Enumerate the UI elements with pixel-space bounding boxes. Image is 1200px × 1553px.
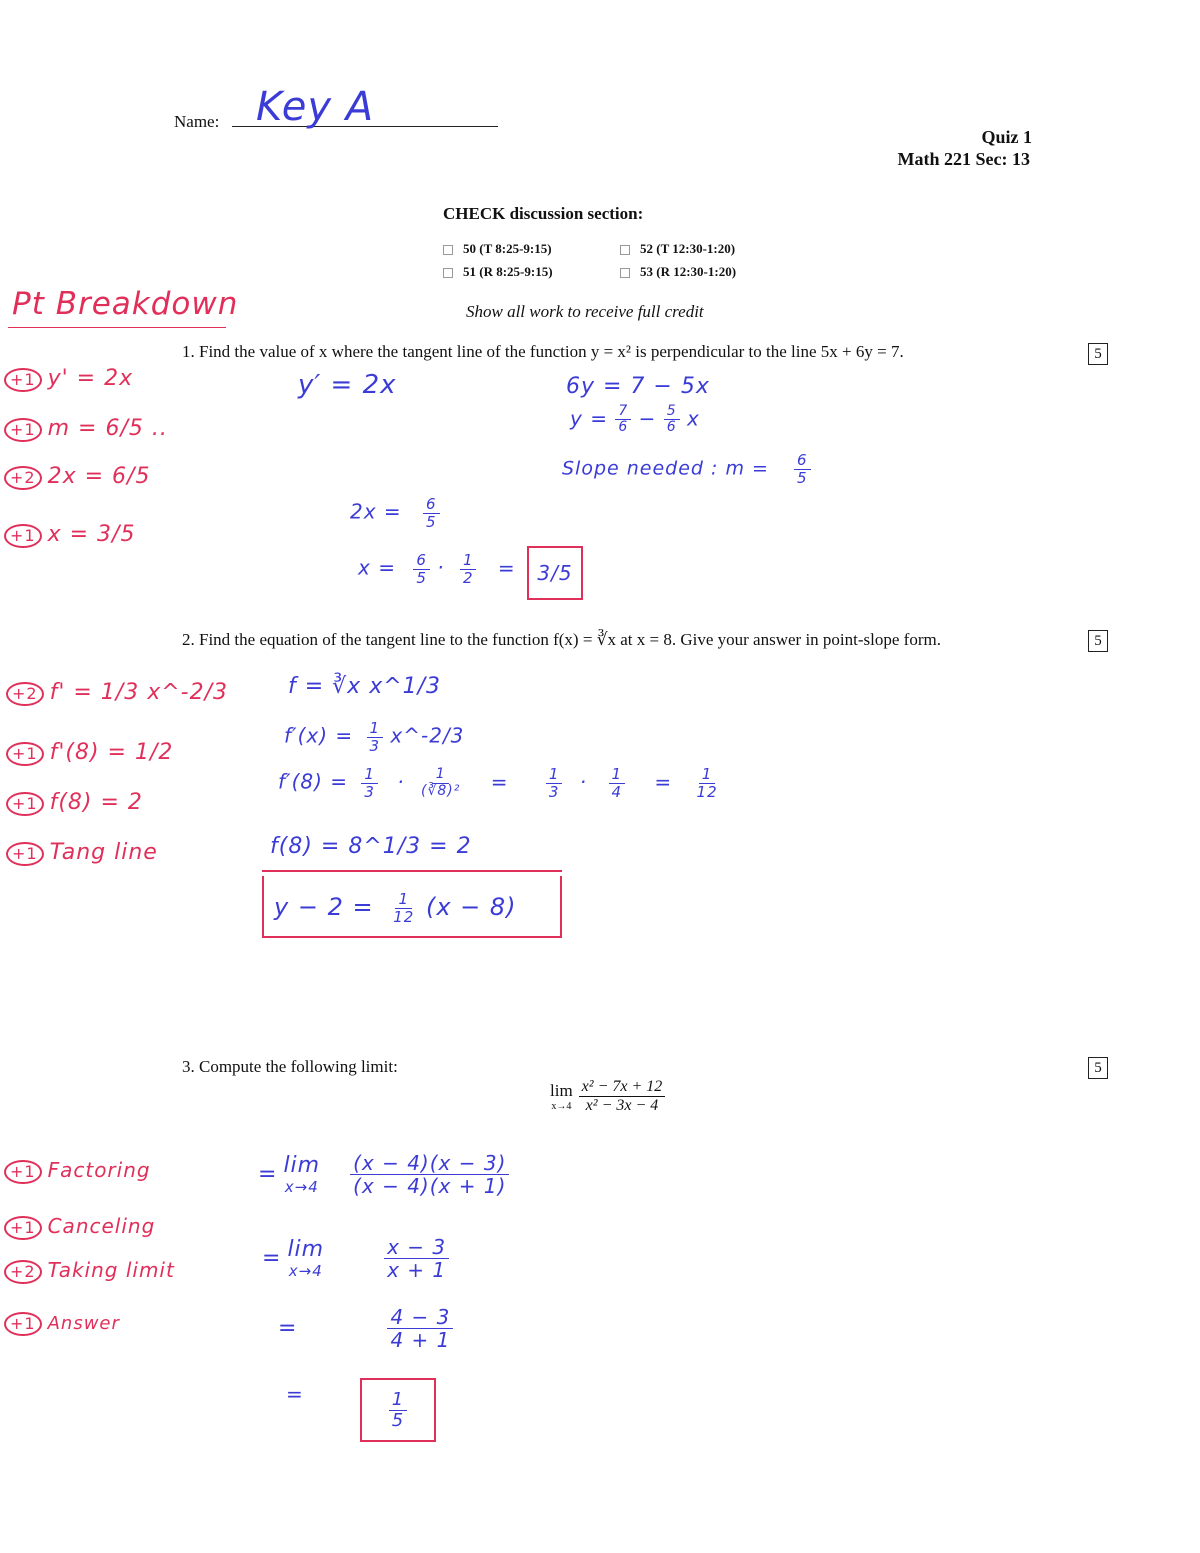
breakdown-q2-item: +1 f(8) = 2: [6, 790, 143, 816]
breakdown-q1-item: +1 m = 6/5 ..: [4, 416, 168, 442]
discussion-option-52[interactable]: 52 (T 12:30-1:20): [620, 241, 735, 257]
q3-step1: = lim x→4 $\frac{(x - 4)(x - 3)}{(x - 4)(x + 1)}$: [258, 1152, 509, 1197]
breakdown-q3-item: +1 Canceling: [4, 1214, 155, 1240]
discussion-option-53[interactable]: 53 (R 12:30-1:20): [620, 264, 736, 280]
points-box-q1: 5: [1088, 343, 1108, 365]
checkbox[interactable]: [620, 268, 630, 278]
breakdown-q1-item: +1 x = 3/5: [4, 522, 135, 548]
breakdown-q2-item: +2 f' = 1/3 x^-2/3: [6, 680, 228, 706]
q2-line4: f(8) = 8^1/3 = 2: [270, 834, 472, 859]
breakdown-q3-item: +1 Answer: [4, 1312, 120, 1336]
breakdown-q1-item: +2 2x = 6/5: [4, 464, 150, 490]
q2-line3: f′(8) = $\frac{1}{3}$ · $\frac{1}{\text{(∛8)²}}$ = $\frac{1}{3}$ · $\frac{1}{4}$ = $\frac{1}{12}$: [278, 765, 718, 801]
breakdown-q3-item: +2 Taking limit: [4, 1258, 175, 1284]
q1-derivative: y′ = 2x: [298, 370, 397, 400]
name-label: Name:: [174, 112, 220, 131]
quiz-title: Quiz 1: [981, 127, 1032, 147]
q1-eq2: x = $\frac{6}{5}$ · $\frac{1}{2}$ =: [358, 551, 516, 587]
q3-step3: = $\frac{4 - 3}{4 + 1}$: [278, 1306, 453, 1351]
name-value: Key A: [256, 84, 375, 130]
breakdown-underline: [8, 327, 226, 328]
points-box-q3: 5: [1088, 1057, 1108, 1079]
checkbox[interactable]: [443, 245, 453, 255]
q1-answer-box: 3/5: [527, 546, 583, 600]
q2-answer-topline: [262, 870, 562, 872]
checkbox[interactable]: [443, 268, 453, 278]
q2-answer-box: y − 2 = $\frac{1}{12}$ (x − 8): [262, 876, 562, 938]
discussion-title: CHECK discussion section:: [443, 204, 644, 223]
instructions: Show all work to receive full credit: [466, 302, 704, 321]
breakdown-q2-item: +1 Tang line: [6, 840, 158, 866]
q1-slope-needed: Slope needed : m = $\frac{6}{5}$: [562, 452, 811, 486]
question-3: 3. Compute the following limit:: [182, 1057, 398, 1076]
breakdown-q1-item: +1 y' = 2x: [4, 366, 133, 392]
q2-line1: f = ∛x x^1/3: [288, 674, 442, 699]
breakdown-q2-item: +1 f'(8) = 1/2: [6, 740, 173, 766]
points-box-q2: 5: [1088, 630, 1108, 652]
q2-line2: f′(x) = $\frac{1}{3}$ x^-2/3: [284, 719, 465, 755]
discussion-option-50[interactable]: 50 (T 8:25-9:15): [443, 241, 552, 257]
q3-step4-eq: =: [286, 1382, 304, 1406]
q1-line1: 6y = 7 − 5x: [566, 374, 710, 399]
question-1: 1. Find the value of x where the tangent line of the function y = x² is perpendicular to the line 5x + 6y = 7.: [182, 342, 904, 361]
checkbox[interactable]: [620, 245, 630, 255]
question-2: 2. Find the equation of the tangent line to the function f(x) = ∛x at x = 8. Give your answer in point-slope form.: [182, 630, 941, 649]
q3-step2: = lim x→4 $\frac{x - 3}{x + 1}$: [262, 1236, 449, 1281]
q1-line2: y = $\frac{7}{6}$ − $\frac{5}{6}$ x: [570, 403, 700, 436]
breakdown-q3-item: +1 Factoring: [4, 1158, 151, 1184]
course-label: Math 221 Sec: 13: [897, 149, 1030, 169]
breakdown-title: Pt Breakdown: [12, 286, 239, 322]
discussion-option-51[interactable]: 51 (R 8:25-9:15): [443, 264, 553, 280]
q1-eq1: 2x = $\frac{6}{5}$: [350, 496, 440, 530]
q3-limit-expression: lim x→4 $\frac{\text{x² − 7x + 12}}{\text{x² − 3x − 4}}$: [550, 1078, 665, 1114]
q3-answer-box: $\frac{1}{5}$: [360, 1378, 436, 1442]
